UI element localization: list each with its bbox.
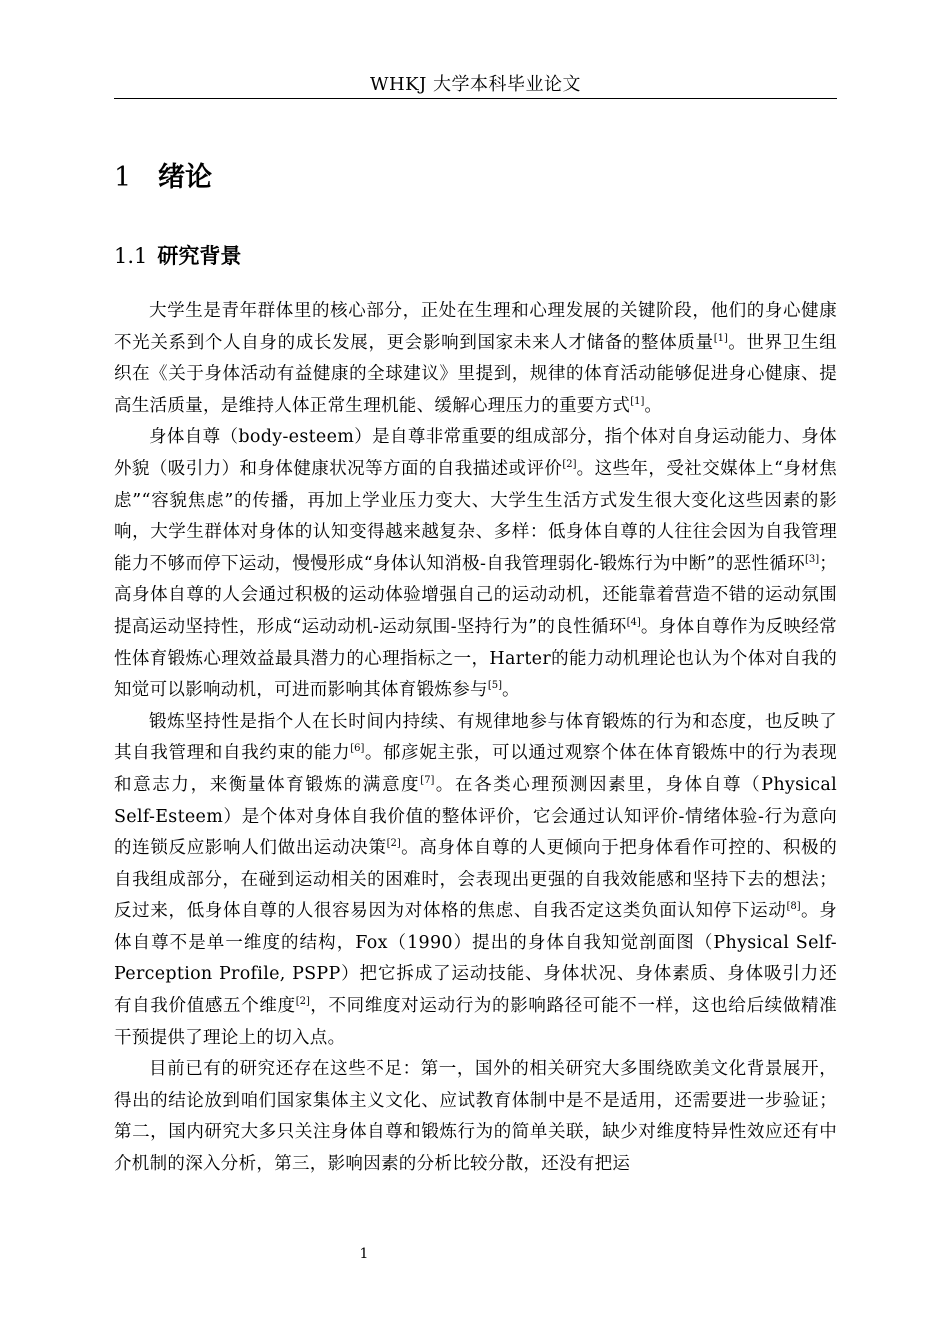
citation-ref: [2] <box>386 838 401 850</box>
section-title-text: 研究背景 <box>157 244 242 268</box>
citation-ref: [2] <box>562 458 577 470</box>
paragraph-text: 。世界卫生组织在《关于身体活动有益健康的全球建议》里提到，规律的体育活动能够促进身心健康、提高生活质量，是维持人体正常生理机能、缓解心理压力的重要方式 <box>114 332 837 416</box>
citation-ref: [2] <box>295 996 310 1008</box>
citation-ref: [1] <box>713 332 728 344</box>
paragraph-4 <box>114 1054 837 1180</box>
paragraph-1 <box>114 296 837 422</box>
paragraph-text: 身体自尊（body-esteem）是自尊非常重要的组成部分，指个体对自身运动能力、身体外貌（吸引力）和身体健康状况等方面的自我描述或评价 <box>114 427 837 479</box>
section-number: 1.1 <box>114 244 148 268</box>
paragraph-text: 目前已有的研究还存在这些不足：第一，国外的相关研究大多围绕欧美文化背景展开，得出的结论放到咱们国家集体主义文化、应试教育体制中是不是适用，还需要进一步验证；第二，国内研究大多只关注身体自尊和锻炼行为的简单关联，缺少对维度特异性效应还有中介机制的深入分析，第三，影响因素的分析比较分散，还没有把运 <box>114 1059 837 1175</box>
chapter-title-text: 绪论 <box>158 162 212 193</box>
citation-ref: [8] <box>786 901 801 913</box>
citation-ref: [1] <box>630 395 645 407</box>
chapter-number: 1 <box>114 162 132 193</box>
chapter-title <box>114 156 212 200</box>
citation-ref: [4] <box>626 616 641 628</box>
paragraph-text: ，不同维度对运动行为的影响路径可能不一样，这也给后续做精准干预提供了理论上的切入点。 <box>114 996 837 1048</box>
paragraph-text: 。 <box>644 395 663 416</box>
paragraph-2 <box>114 422 837 706</box>
body-text <box>114 296 837 1181</box>
paragraph-text: 。身体自尊不是单一维度的结构，Fox（1990）提出的身体自我知觉剖面图（Physical Self-Perception Profile, PSPP）把它拆成了运动技能、身体状况、身体素质、身体吸引力还有自我价值感五个维度 <box>114 901 837 1017</box>
page-header: WHKJ 大学本科毕业论文 <box>369 74 582 95</box>
paragraph-3 <box>114 707 837 1055</box>
paragraph-text: 。郁彦妮主张，可以通过观察个体在体育锻炼中的行为表现和意志力，来衡量体育锻炼的满意度 <box>114 743 837 795</box>
paragraph-text: 。这些年，受社交媒体上“身材焦虑”“容貌焦虑”的传播，再加上学业压力变大、大学生生活方式发生很大变化这些因素的影响，大学生群体对身体的认知变得越来越复杂、多样：低身体自尊的人往往会因为自我管理能力不够而停下运动，慢慢形成“身体认知消极-自我管理弱化-锻炼行为中断”的恶性循环 <box>114 458 837 574</box>
citation-ref: [3] <box>805 553 820 565</box>
paragraph-text: 。高身体自尊的人更倾向于把身体看作可控的、积极的自我组成部分，在碰到运动相关的困难时，会表现出更强的自我效能感和坚持下去的想法；反过来，低身体自尊的人很容易因为对体格的焦虑、自我否定这类负面认知停下运动 <box>114 838 837 922</box>
paragraph-text: 。身体自尊作为反映经常性体育锻炼心理效益最具潜力的心理指标之一，Harter的能力动机理论也认为个体对自我的知觉可以影响动机，可进而影响其体育锻炼参与 <box>114 616 837 701</box>
paragraph-text: ；高身体自尊的人会通过积极的运动体验增强自己的运动动机，还能靠着营造不错的运动氛围提高运动坚持性，形成“运动动机-运动氛围-坚持行为”的良性循环 <box>114 553 837 637</box>
citation-ref: [7] <box>420 774 435 786</box>
citation-ref: [6] <box>350 743 365 755</box>
section-title <box>114 238 241 274</box>
paragraph-text: 。 <box>501 680 520 701</box>
paragraph-text: 。在各类心理预测因素里，身体自尊（Physical Self-Esteem）是个体对身体自我价值的整体评价，它会通过认知评价-情绪体验-行为意向的连锁反应影响人们做出运动决策 <box>114 774 837 859</box>
header-rule <box>114 98 837 99</box>
paragraph-text: 锻炼坚持性是指个人在长时间内持续、有规律地参与体育锻炼的行为和态度，也反映了其自我管理和自我约束的能力 <box>114 711 837 764</box>
page-number: 1 <box>359 1246 369 1262</box>
citation-ref: [5] <box>487 680 502 692</box>
paragraph-text: 大学生是青年群体里的核心部分，正处在生理和心理发展的关键阶段，他们的身心健康不光关系到个人自身的成长发展，更会影响到国家未来人才储备的整体质量 <box>114 301 837 353</box>
